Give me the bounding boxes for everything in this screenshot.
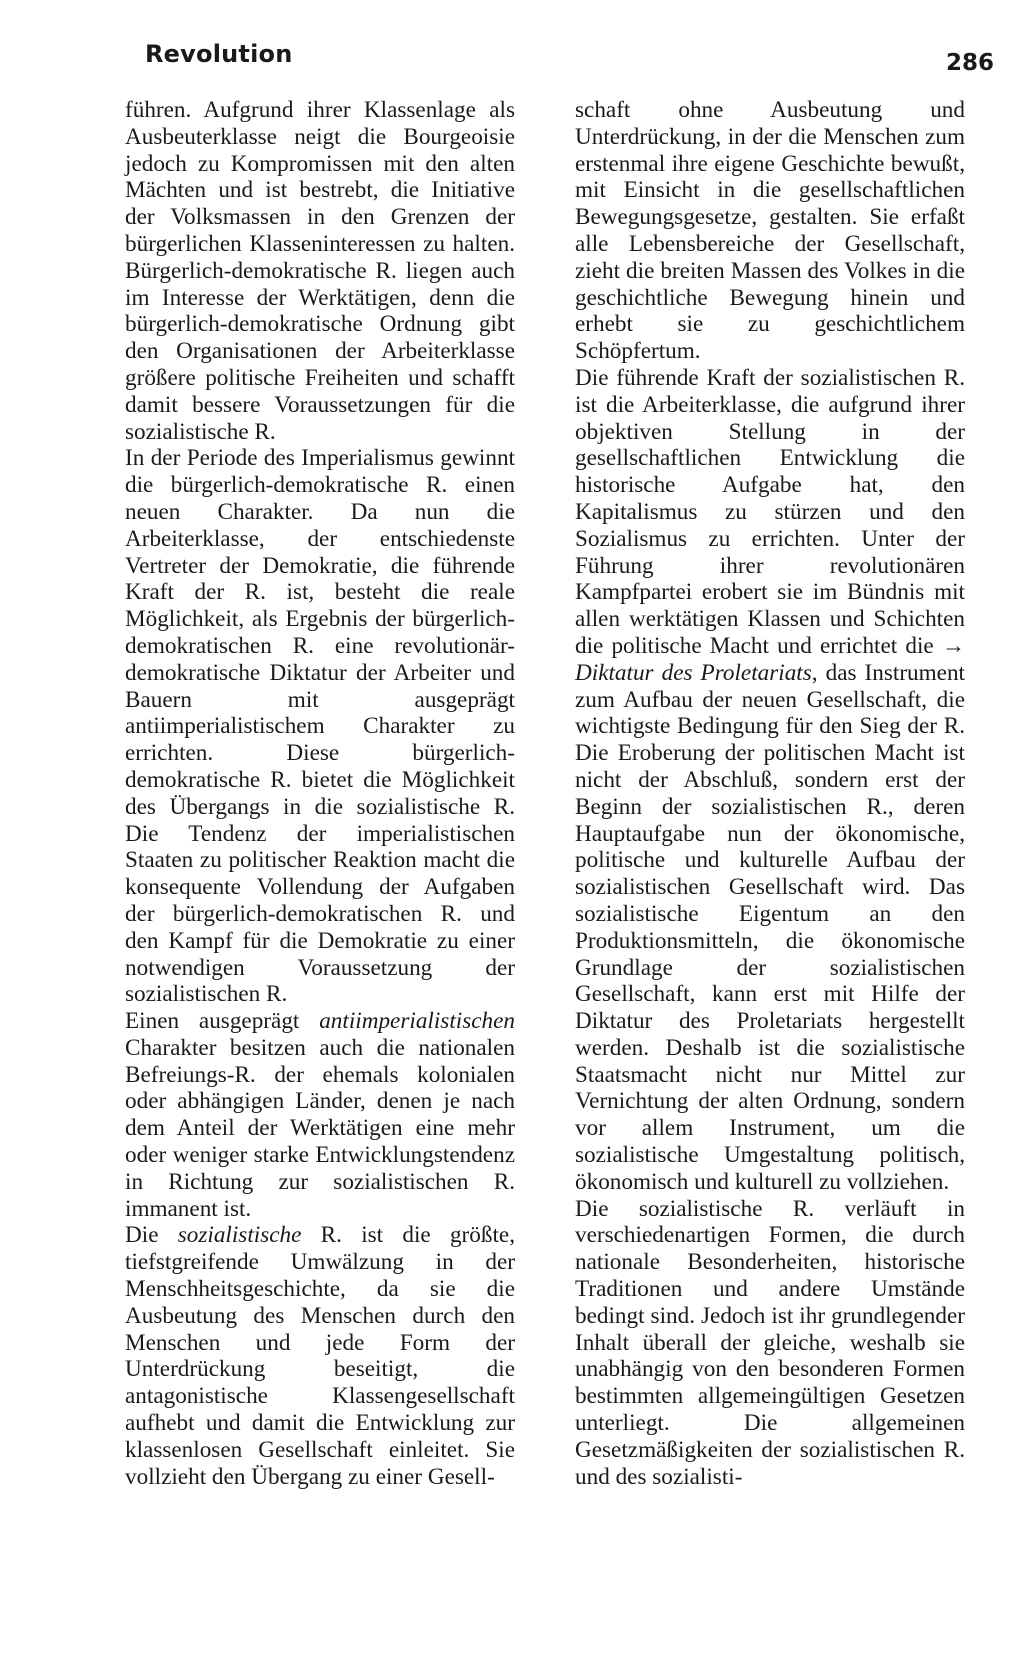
paragraph [125, 1222, 515, 1490]
paragraph: Die sozialistische R. verläuft in verschiedenartigen Formen, die durch nationale Besonderheiten, historische Traditionen und andere Umstände bedingt sind. Jedoch ist ihr grundlegender Inhalt überall der gleiche, weshalb sie unabhängig von den besonderen Formen bestimmten allgemeingültigen Gesetzen unterliegt. Die allgemeinen Gesetzmäßigkeiten der sozialistischen R. und des sozialisti- [575, 1195, 965, 1490]
emphasis-term: antiimperialistischen [319, 1008, 515, 1035]
text-run: Die führende Kraft der sozialistischen R. ist die Arbeiterklasse, die aufgrund ihrer objektiven Stellung in der gesellschaftlichen Entwicklung die historische Aufgabe hat, den Kapitalismus zu stürzen und den Sozialismus zu errichten. Unter der Führung ihrer revolutionären Kampfpartei erobert sie im Bündnis mit allen werktätigen Klassen und Schichten die politische Macht und errichtet die [575, 364, 965, 659]
page-number: 286 [945, 50, 994, 76]
right-column [575, 97, 965, 1490]
paragraph [575, 365, 965, 1196]
cross-reference-arrow-icon: → [941, 632, 965, 659]
text-run: Charakter besitzen auch die nationalen Befreiungs-R. der ehemals kolonialen oder abhängigen Länder, denen je nach dem Anteil der Werktätigen eine mehr oder weniger starke Entwicklungstendenz in Richtung zur sozialistischen R. immanent ist. [125, 1034, 515, 1222]
running-head: Revolution [145, 40, 293, 68]
paragraph: In der Periode des Imperialismus gewinnt die bürgerlich-demokratische R. einen neuen Charakter. Da nun die Arbeiterklasse, der entschiedenste Vertreter der Demokratie, die führende Kraft der R. ist, besteht die reale Möglichkeit, als Ergebnis der bürgerlich-demokratischen R. eine revolutionär-demokratische Diktatur der Arbeiter und Bauern mit ausgeprägt antiimperialistischem Charakter zu errichten. Diese bürgerlich-demokratische R. bietet die Möglichkeit des Übergangs in die sozialistische R. Die Tendenz der imperialistischen Staaten zu politischer Reaktion macht die konsequente Vollendung der Aufgaben der bürgerlich-demokratischen R. und den Kampf für die Demokratie zu einer notwendigen Voraussetzung der sozialistischen R. [125, 445, 515, 1008]
text-run: R. ist die größte, tiefstgreifende Umwälzung in der Menschheitsgeschichte, da sie die Ausbeutung des Menschen durch den Menschen und jede Form der Unterdrückung beseitigt, die antagonistische Klassengesellschaft aufhebt und damit die Entwicklung zur klassenlosen Gesellschaft einleitet. Sie vollzieht den Übergang zu einer Gesell- [125, 1222, 515, 1490]
emphasis-term: sozialistische [177, 1222, 302, 1249]
text-run: , das Instrument zum Aufbau der neuen Gesellschaft, die wichtigste Bedingung für den Sieg der R. Die Eroberung der politischen Macht ist nicht der Abschluß, sondern erst der Beginn der sozialistischen R., deren Hauptaufgabe nun der ökonomische, politische und kulturelle Aufbau der sozialistischen Gesellschaft wird. Das sozialistische Eigentum an den Produktionsmitteln, die ökonomische Grundlage der sozialistischen Gesellschaft, kann erst mit Hilfe der Diktatur des Proletariats hergestellt werden. Deshalb ist die sozialistische Staatsmacht nicht nur Mittel zur Vernichtung der alten Ordnung, sondern vor allem Instrument, um die sozialistische Umgestaltung politisch, ökonomisch und kulturell zu vollziehen. [575, 659, 965, 1195]
cross-reference-term: Diktatur des Proletariats [575, 659, 812, 686]
text-run: Einen ausgeprägt [125, 1008, 320, 1035]
paragraph: führen. Aufgrund ihrer Klassenlage als Ausbeuterklasse neigt die Bourgeoisie jedoch zu Kompromissen mit den alten Mächten und ist bestrebt, die Initiative der Volksmassen in den Grenzen der bürgerlichen Klasseninteressen zu halten. Bürgerlich-demokratische R. liegen auch im Interesse der Werktätigen, denn die bürgerlich-demokratische Ordnung gibt den Organisationen der Arbeiterklasse größere politische Freiheiten und schafft damit bessere Voraussetzungen für die sozialistische R. [125, 97, 515, 445]
text-run: Die [125, 1222, 178, 1249]
paragraph: schaft ohne Ausbeutung und Unterdrückung, in der die Menschen zum erstenmal ihre eigene Geschichte bewußt, mit Einsicht in die gesellschaftlichen Bewegungsgesetze, gestalten. Sie erfaßt alle Lebensbereiche der Gesellschaft, zieht die breiten Massen des Volkes in die geschichtliche Bewegung hinein und erhebt sie zu geschichtlichem Schöpfertum. [575, 97, 965, 365]
left-column [125, 97, 515, 1490]
paragraph [125, 1008, 515, 1222]
